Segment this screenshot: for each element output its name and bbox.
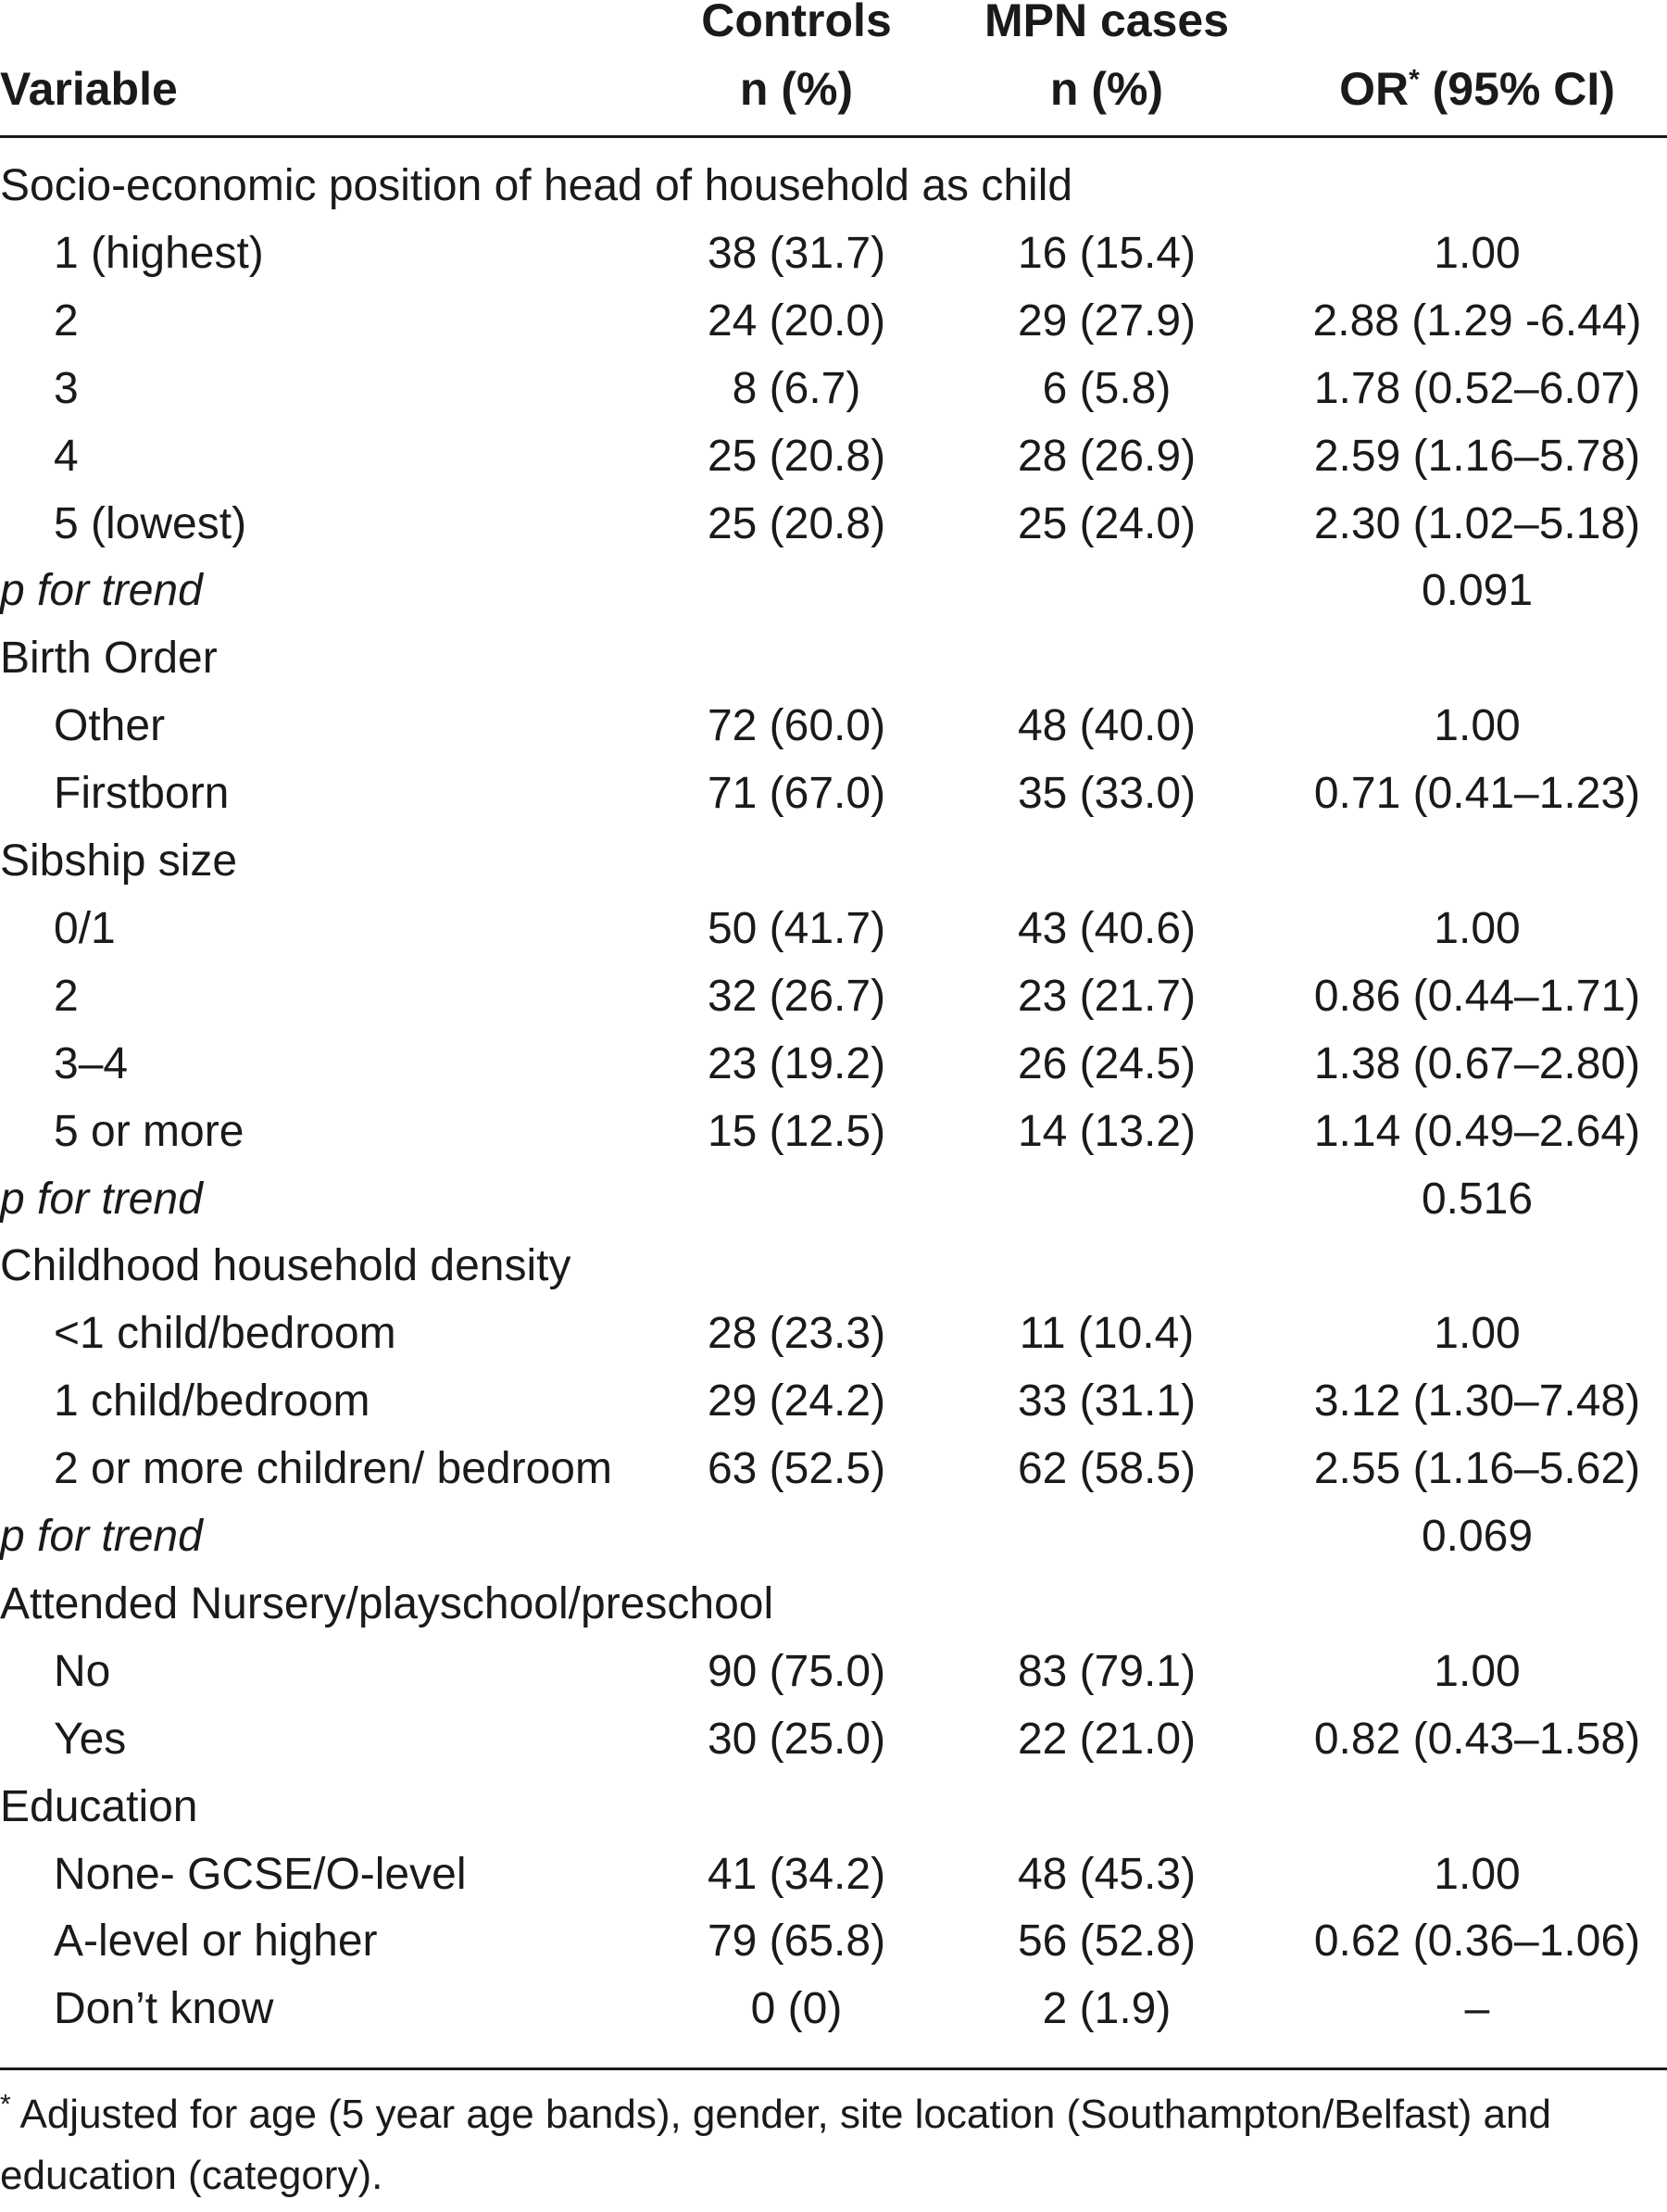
or-cell: 0.71 (0.41–1.23) <box>1313 769 1641 819</box>
footnote-mark: * <box>0 2089 11 2120</box>
variable-cell: p for trend <box>0 1512 203 1561</box>
or-cell: 0.091 <box>1421 566 1534 616</box>
controls-cell: 90 (75.0) <box>707 1646 886 1696</box>
variable-cell: p for trend <box>0 1174 203 1224</box>
table-row <box>0 355 1667 422</box>
cases-cell: 26 (24.5) <box>1017 1038 1197 1088</box>
header-variable: Variable <box>0 63 178 115</box>
controls-cell: 71 (67.0) <box>707 769 886 819</box>
controls-cell: 79 (65.8) <box>707 1917 886 1967</box>
or-cell: 1.38 (0.67–2.80) <box>1313 1038 1641 1088</box>
variable-cell: Don’t know <box>54 1984 274 2034</box>
table-row <box>0 287 1667 355</box>
or-cell: 3.12 (1.30–7.48) <box>1313 1376 1641 1426</box>
variable-cell: <1 child/bedroom <box>54 1309 396 1359</box>
variable-cell: 2 <box>54 295 79 346</box>
cases-cell: 43 (40.6) <box>1017 903 1197 953</box>
header-or-ci: (95% CI) <box>1419 63 1615 115</box>
table-row <box>0 1975 1667 2042</box>
variable-cell: Firstborn <box>54 769 230 819</box>
section-row <box>0 152 1667 220</box>
or-cell: 1.14 (0.49–2.64) <box>1313 1106 1641 1156</box>
controls-cell: 63 (52.5) <box>707 1444 886 1494</box>
controls-cell: 28 (23.3) <box>707 1309 886 1359</box>
controls-cell: 50 (41.7) <box>707 903 886 953</box>
or-cell: 1.00 <box>1434 701 1521 751</box>
variable-cell: 0/1 <box>54 903 116 953</box>
cases-cell: 22 (21.0) <box>1017 1714 1197 1764</box>
variable-cell: 3 <box>54 363 79 413</box>
or-cell: 1.00 <box>1434 1646 1521 1696</box>
variable-cell: 4 <box>54 431 79 481</box>
section-row <box>0 827 1667 895</box>
header-cases-line1: MPN cases <box>984 0 1230 46</box>
header-or-label: OR <box>1339 63 1410 115</box>
section-row <box>0 1773 1667 1841</box>
table-row <box>0 1907 1667 1975</box>
table-row <box>0 760 1667 827</box>
variable-cell: 3–4 <box>54 1038 129 1088</box>
or-cell: 2.55 (1.16–5.62) <box>1313 1444 1641 1494</box>
cases-cell: 14 (13.2) <box>1017 1106 1197 1156</box>
header-or <box>1287 61 1667 117</box>
cases-cell: 48 (45.3) <box>1017 1849 1197 1899</box>
cases-cell: 16 (15.4) <box>1017 228 1197 278</box>
table-row <box>0 1098 1667 1165</box>
footnote <box>0 2084 1667 2206</box>
table-row <box>0 692 1667 760</box>
variable-cell: None- GCSE/O-level <box>54 1849 467 1899</box>
variable-cell: Sibship size <box>0 836 238 886</box>
or-cell: 2.30 (1.02–5.18) <box>1313 498 1641 548</box>
variable-cell: Childhood household density <box>0 1241 571 1291</box>
variable-cell: Attended Nursery/playschool/preschool <box>0 1578 774 1628</box>
or-cell: 2.88 (1.29 -6.44) <box>1312 295 1642 346</box>
table-row <box>0 962 1667 1030</box>
header-or-footnote-mark: * <box>1409 64 1420 95</box>
or-cell: 1.78 (0.52–6.07) <box>1313 363 1641 413</box>
variable-cell: 2 or more children/ bedroom <box>54 1444 612 1494</box>
controls-cell: 0 (0) <box>750 1984 843 2034</box>
variable-cell: Yes <box>54 1714 127 1764</box>
variable-cell: 1 child/bedroom <box>54 1376 370 1426</box>
cases-cell: 35 (33.0) <box>1017 769 1197 819</box>
or-cell: 1.00 <box>1434 1309 1521 1359</box>
or-cell: 0.516 <box>1421 1174 1534 1224</box>
variable-cell: p for trend <box>0 566 203 616</box>
or-cell: 2.59 (1.16–5.78) <box>1313 431 1641 481</box>
table-row <box>0 422 1667 490</box>
variable-cell: Other <box>54 701 166 751</box>
controls-cell: 25 (20.8) <box>707 498 886 548</box>
controls-cell: 29 (24.2) <box>707 1376 886 1426</box>
cases-cell: 23 (21.7) <box>1017 971 1197 1021</box>
variable-cell: 5 (lowest) <box>54 498 247 548</box>
table-row <box>0 1705 1667 1773</box>
table-row <box>0 220 1667 287</box>
section-row <box>0 624 1667 692</box>
section-row <box>0 1570 1667 1638</box>
or-cell: 0.62 (0.36–1.06) <box>1313 1917 1641 1967</box>
cases-cell: 62 (58.5) <box>1017 1444 1197 1494</box>
controls-cell: 41 (34.2) <box>707 1849 886 1899</box>
cases-cell: 6 (5.8) <box>1042 363 1172 413</box>
controls-cell: 32 (26.7) <box>707 971 886 1021</box>
variable-cell: Education <box>0 1781 198 1831</box>
or-cell: 0.82 (0.43–1.58) <box>1313 1714 1641 1764</box>
table-row <box>0 1435 1667 1502</box>
trend-row <box>0 557 1667 624</box>
trend-row <box>0 1165 1667 1233</box>
footnote-text: Adjusted for age (5 year age bands), gender, site location (Southampton/Belfast) and education (category). <box>0 2092 1551 2198</box>
table-row <box>0 1300 1667 1367</box>
bottom-rule <box>0 2067 1667 2070</box>
header-controls-line1: Controls <box>701 0 892 46</box>
table-row <box>0 1841 1667 1908</box>
trend-row <box>0 1502 1667 1570</box>
cases-cell: 33 (31.1) <box>1017 1376 1197 1426</box>
controls-cell: 72 (60.0) <box>707 701 886 751</box>
or-cell: 0.86 (0.44–1.71) <box>1313 971 1641 1021</box>
variable-cell: 2 <box>54 971 79 1021</box>
cases-cell: 28 (26.9) <box>1017 431 1197 481</box>
variable-cell: 5 or more <box>54 1106 244 1156</box>
cases-cell: 29 (27.9) <box>1017 295 1197 346</box>
cases-cell: 11 (10.4) <box>1019 1309 1195 1359</box>
table-row <box>0 490 1667 558</box>
header-rule <box>0 135 1667 138</box>
variable-cell: Birth Order <box>0 634 218 684</box>
variable-cell: Socio-economic position of head of household as child <box>0 161 1073 210</box>
variable-cell: A-level or higher <box>54 1917 378 1967</box>
controls-cell: 8 (6.7) <box>732 363 861 413</box>
cases-cell: 25 (24.0) <box>1017 498 1197 548</box>
controls-cell: 25 (20.8) <box>707 431 886 481</box>
controls-cell: 23 (19.2) <box>707 1038 886 1088</box>
table-row <box>0 1638 1667 1705</box>
cases-cell: 2 (1.9) <box>1042 1984 1172 2034</box>
or-cell: 1.00 <box>1434 1849 1521 1899</box>
or-cell: 1.00 <box>1434 228 1521 278</box>
controls-cell: 15 (12.5) <box>707 1106 886 1156</box>
header-cases-line2: n (%) <box>1049 63 1164 115</box>
table-row <box>0 1367 1667 1435</box>
cases-cell: 48 (40.0) <box>1017 701 1197 751</box>
variable-cell: 1 (highest) <box>54 228 264 278</box>
table-row <box>0 895 1667 962</box>
table-row <box>0 1030 1667 1098</box>
section-row <box>0 1232 1667 1300</box>
controls-cell: 30 (25.0) <box>707 1714 886 1764</box>
or-cell: – <box>1464 1984 1490 2034</box>
header-controls-line2: n (%) <box>739 63 854 115</box>
controls-cell: 38 (31.7) <box>707 228 886 278</box>
or-cell: 0.069 <box>1421 1512 1534 1561</box>
or-cell: 1.00 <box>1434 903 1521 953</box>
controls-cell: 24 (20.0) <box>707 295 886 346</box>
variable-cell: No <box>54 1646 111 1696</box>
cases-cell: 83 (79.1) <box>1017 1646 1197 1696</box>
cases-cell: 56 (52.8) <box>1017 1917 1197 1967</box>
